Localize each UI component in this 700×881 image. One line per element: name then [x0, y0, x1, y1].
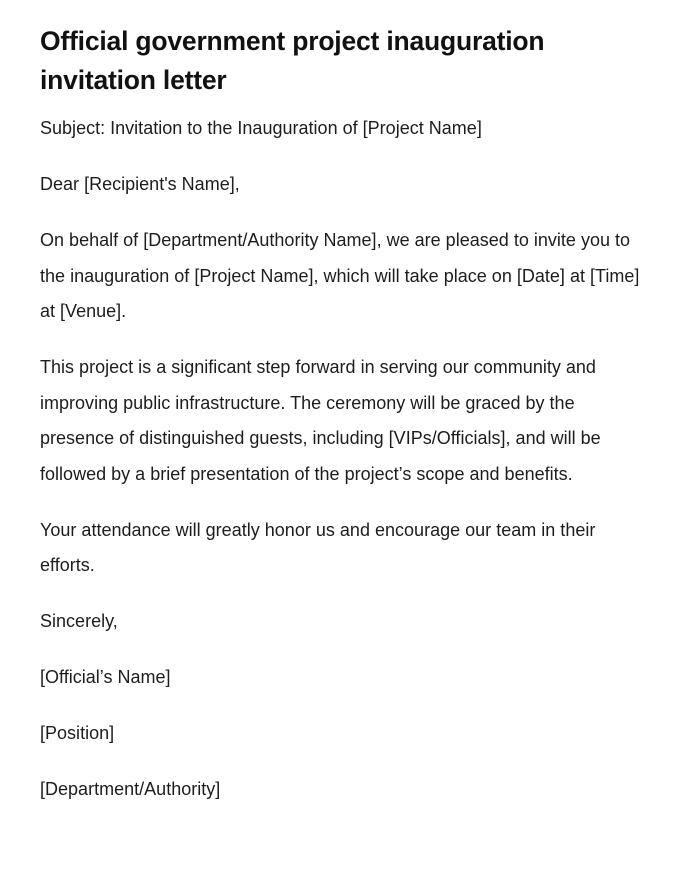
letter-paragraph-invitation: On behalf of [Department/Authority Name], we are pleased to invite you to the inauguration of [Project Name], which will take place on [Date] at [Time] at [Venue].	[40, 230, 640, 321]
signature-position: [Position]	[40, 723, 115, 743]
letter-container	[40, 22, 640, 808]
signature-department: [Department/Authority]	[40, 779, 221, 799]
page-title: Official government project inauguration invitation letter	[40, 26, 545, 95]
letter-salutation: Dear [Recipient's Name],	[40, 174, 240, 194]
letter-paragraph-significance: This project is a significant step forward in serving our community and improving public infrastructure. The ceremony will be graced by the presence of distinguished guests, including [VIPs/Officials], and will be followed by a brief presentation of the project’s scope and benefits.	[40, 357, 601, 484]
letter-closing: Sincerely,	[40, 611, 118, 631]
letter-subject-line: Subject: Invitation to the Inauguration of [Project Name]	[40, 118, 482, 138]
signature-official-name: [Official’s Name]	[40, 667, 171, 687]
letter-body	[40, 111, 640, 808]
letter-paragraph-attendance: Your attendance will greatly honor us and encourage our team in their efforts.	[40, 519, 596, 575]
